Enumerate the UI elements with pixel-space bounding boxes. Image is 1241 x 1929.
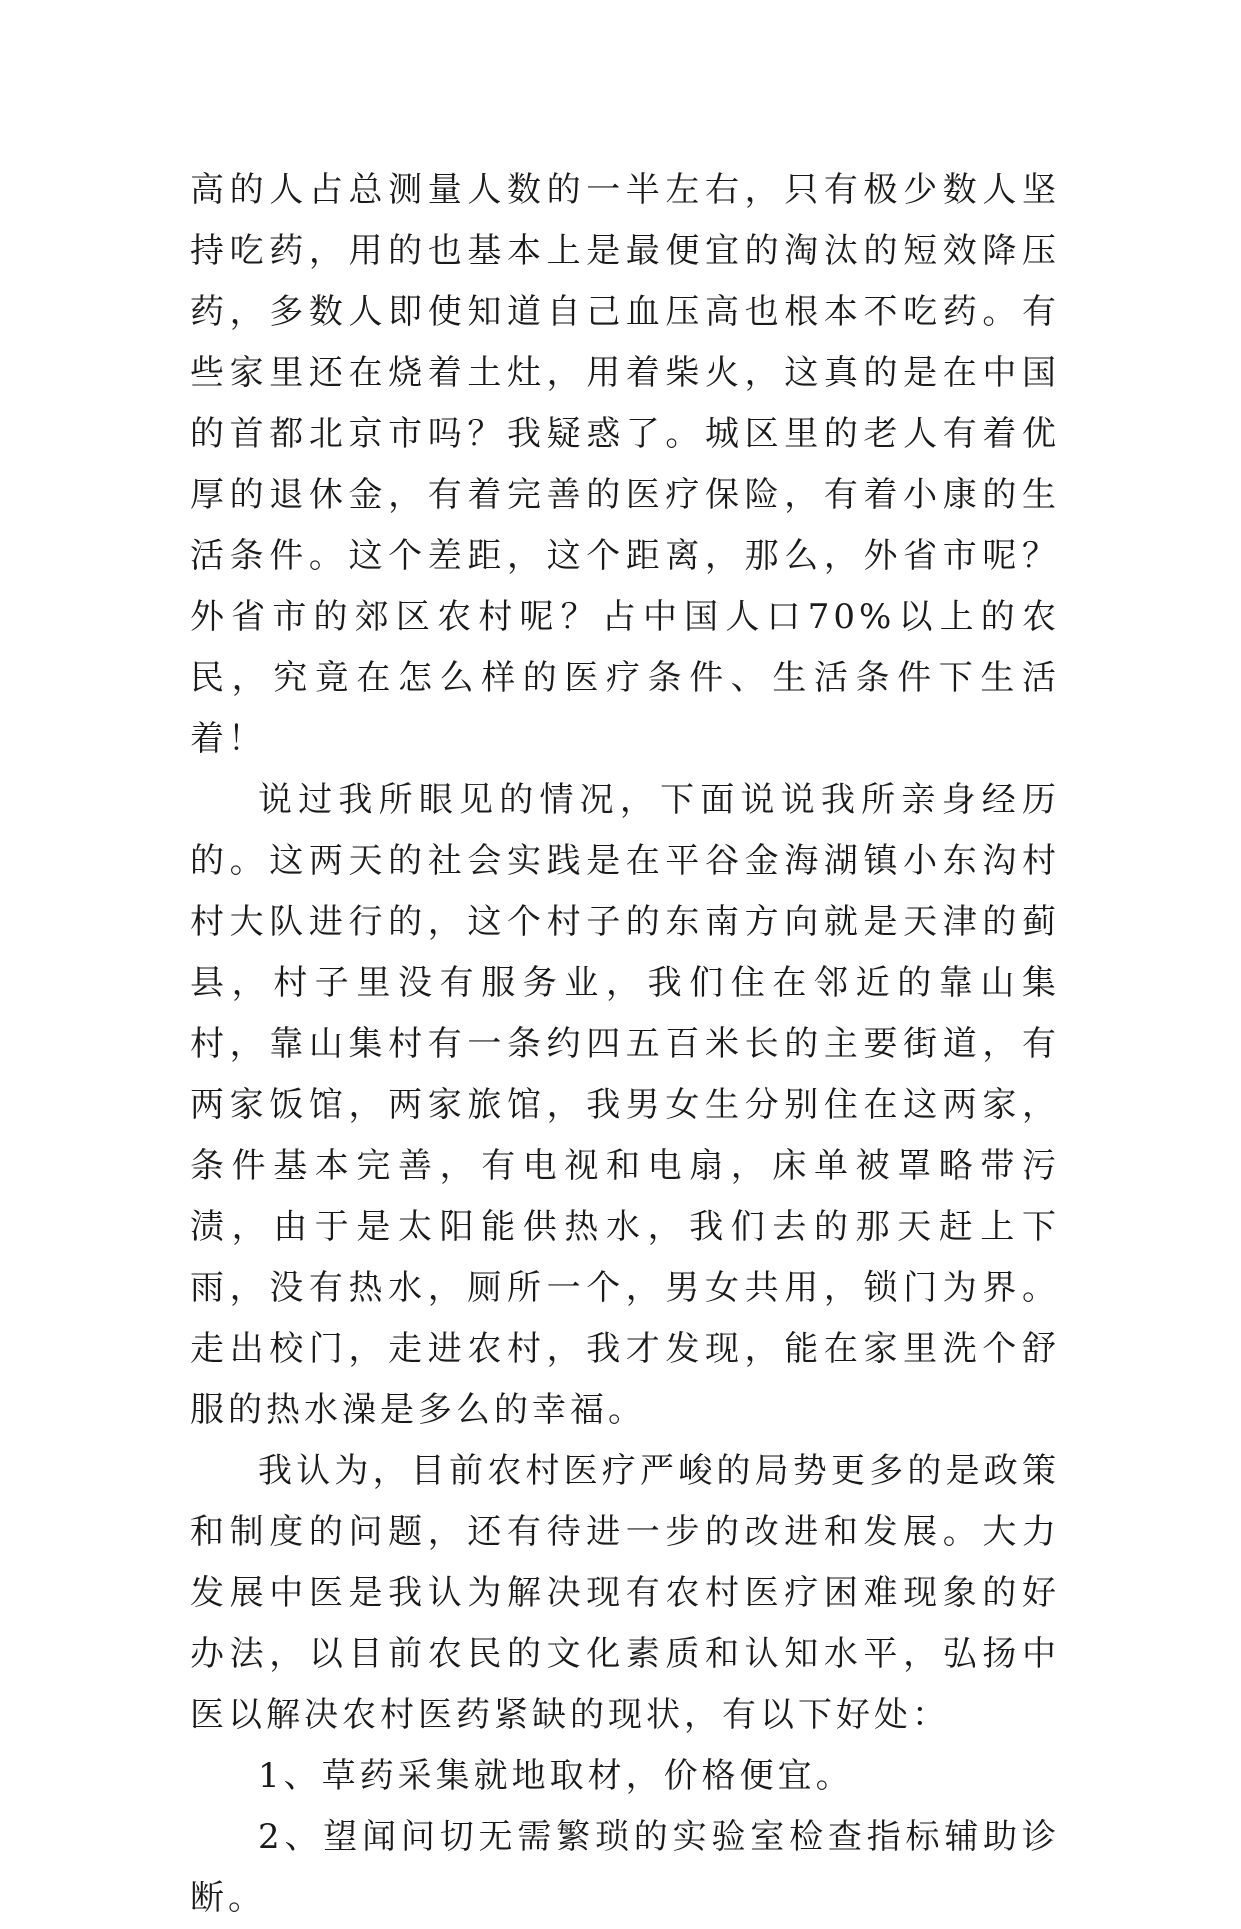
paragraph-continuation: 高的人占总测量人数的一半左右，只有极少数人坚持吃药，用的也基本上是最便宜的淘汰的短效降压药，多数人即使知道自己血压高也根本不吃药。有些家里还在烧着土灶，用着柴火，这真的是在中国的首都北京市吗？我疑惑了。城区里的老人有着优厚的退休金，有着完善的医疗保险，有着小康的生活条件。这个差距，这个距离，那么，外省市呢？外省市的郊区农村呢？占中国人口70%以上的农民，究竟在怎么样的医疗条件、生活条件下生活着！: [190, 170, 1060, 759]
list-item-2: 2、望闻问切无需繁琐的实验室检查指标辅助诊断。: [190, 1817, 1060, 1918]
document-body: [190, 160, 1060, 1929]
list-item-1: 1、草药采集就地取材，价格便宜。: [258, 1756, 854, 1796]
paragraph-experience: 说过我所眼见的情况，下面说说我所亲身经历的。这两天的社会实践是在平谷金海湖镇小东沟村村大队进行的，这个村子的东南方向就是天津的蓟县，村子里没有服务业，我们住在邻近的靠山集村，靠山集村有一条约四五百米长的主要街道，有两家饭馆，两家旅馆，我男女生分别住在这两家，条件基本完善，有电视和电扇，床单被罩略带污渍，由于是太阳能供热水，我们去的那天赶上下雨，没有热水，厕所一个，男女共用，锁门为界。走出校门，走进农村，我才发现，能在家里洗个舒服的热水澡是多么的幸福。: [190, 780, 1060, 1430]
paragraph-opinion: 我认为，目前农村医疗严峻的局势更多的是政策和制度的问题，还有待进一步的改进和发展。大力发展中医是我认为解决现有农村医疗困难现象的好办法，以目前农民的文化素质和认知水平，弘扬中医以解决农村医药紧缺的现状，有以下好处：: [190, 1451, 1060, 1735]
